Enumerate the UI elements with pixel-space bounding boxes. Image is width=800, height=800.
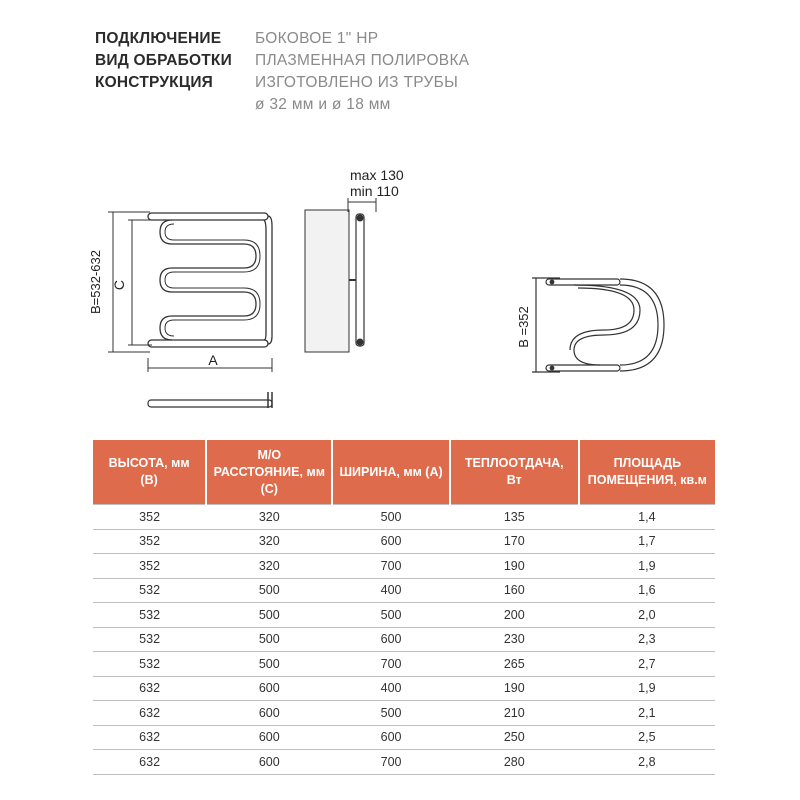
dimension-b-label: B=532-632 <box>88 250 103 314</box>
spec-row-finish <box>95 50 469 72</box>
cell-room-area: 1,6 <box>579 578 715 603</box>
u-height-label: B =352 <box>516 306 531 348</box>
spec-label <box>95 94 255 116</box>
cell-height: 352 <box>93 529 206 554</box>
cell-spacing: 320 <box>206 505 332 530</box>
spec-value: ИЗГОТОВЛЕНО ИЗ ТРУБЫ <box>255 74 459 91</box>
front-view-drawing <box>108 212 272 408</box>
spec-value: ПЛАЗМЕННАЯ ПОЛИРОВКА <box>255 52 470 69</box>
table-row <box>93 505 715 530</box>
cell-spacing: 600 <box>206 676 332 701</box>
spec-label: КОНСТРУКЦИЯ <box>95 74 214 91</box>
cell-heat-output: 135 <box>450 505 579 530</box>
cell-spacing: 600 <box>206 701 332 726</box>
cell-heat-output: 210 <box>450 701 579 726</box>
cell-heat-output: 250 <box>450 725 579 750</box>
table-row <box>93 676 715 701</box>
cell-room-area: 1,4 <box>579 505 715 530</box>
cell-spacing: 600 <box>206 725 332 750</box>
cell-width: 600 <box>332 725 449 750</box>
cell-room-area: 2,1 <box>579 701 715 726</box>
spec-row-construction <box>95 72 469 94</box>
cell-spacing: 600 <box>206 750 332 775</box>
cell-width: 400 <box>332 578 449 603</box>
cell-room-area: 2,3 <box>579 627 715 652</box>
spec-value: ø 32 мм и ø 18 мм <box>255 96 391 113</box>
cell-width: 500 <box>332 505 449 530</box>
spec-label: ВИД ОБРАБОТКИ <box>95 52 232 69</box>
cell-spacing: 320 <box>206 554 332 579</box>
table-row <box>93 529 715 554</box>
cell-heat-output: 190 <box>450 554 579 579</box>
cell-room-area: 1,7 <box>579 529 715 554</box>
cell-heat-output: 230 <box>450 627 579 652</box>
technical-drawings <box>0 150 800 430</box>
dimension-c-label: C <box>111 279 127 291</box>
cell-heat-output: 190 <box>450 676 579 701</box>
cell-spacing: 500 <box>206 578 332 603</box>
header-width: ШИРИНА, мм (A) <box>332 440 449 505</box>
depth-min-label: min 110 <box>350 183 399 199</box>
header-heat-output: ТЕПЛООТДАЧА, Вт <box>450 440 579 505</box>
cell-height: 632 <box>93 725 206 750</box>
spec-label: ПОДКЛЮЧЕНИЕ <box>95 30 222 47</box>
header-spacing: М/О РАССТОЯНИЕ, мм (C) <box>206 440 332 505</box>
cell-heat-output: 265 <box>450 652 579 677</box>
cell-height: 352 <box>93 505 206 530</box>
table-body <box>93 505 715 775</box>
table-header-row <box>93 440 715 505</box>
cell-height: 532 <box>93 627 206 652</box>
cell-room-area: 1,9 <box>579 554 715 579</box>
table-row <box>93 701 715 726</box>
cell-heat-output: 170 <box>450 529 579 554</box>
cell-heat-output: 280 <box>450 750 579 775</box>
cell-width: 400 <box>332 676 449 701</box>
specs-table <box>93 440 715 775</box>
spec-row-diameter <box>95 94 469 116</box>
table-row <box>93 554 715 579</box>
cell-width: 700 <box>332 554 449 579</box>
cell-height: 632 <box>93 750 206 775</box>
cell-room-area: 2,7 <box>579 652 715 677</box>
cell-room-area: 2,0 <box>579 603 715 628</box>
cell-width: 600 <box>332 529 449 554</box>
spec-list <box>95 28 469 116</box>
table-row <box>93 750 715 775</box>
cell-width: 700 <box>332 750 449 775</box>
cell-height: 532 <box>93 603 206 628</box>
cell-width: 500 <box>332 701 449 726</box>
cell-spacing: 500 <box>206 603 332 628</box>
cell-room-area: 1,9 <box>579 676 715 701</box>
table-row <box>93 578 715 603</box>
spec-value: БОКОВОЕ 1" НР <box>255 30 379 47</box>
header-room-area: ПЛОЩАДЬ ПОМЕЩЕНИЯ, кв.м <box>579 440 715 505</box>
header-height: ВЫСОТА, мм (B) <box>93 440 206 505</box>
cell-width: 500 <box>332 603 449 628</box>
cell-heat-output: 200 <box>450 603 579 628</box>
side-view-drawing <box>305 198 376 352</box>
cell-height: 632 <box>93 701 206 726</box>
table-row <box>93 652 715 677</box>
cell-height: 632 <box>93 676 206 701</box>
cell-heat-output: 160 <box>450 578 579 603</box>
cell-height: 352 <box>93 554 206 579</box>
cell-width: 700 <box>332 652 449 677</box>
table-row <box>93 725 715 750</box>
cell-height: 532 <box>93 652 206 677</box>
cell-width: 600 <box>332 627 449 652</box>
spec-row-connection <box>95 28 469 50</box>
cell-spacing: 500 <box>206 652 332 677</box>
cell-spacing: 500 <box>206 627 332 652</box>
table-row <box>93 603 715 628</box>
table-row <box>93 627 715 652</box>
cell-height: 532 <box>93 578 206 603</box>
u-variant-drawing <box>532 278 664 372</box>
cell-room-area: 2,5 <box>579 725 715 750</box>
cell-room-area: 2,8 <box>579 750 715 775</box>
cell-spacing: 320 <box>206 529 332 554</box>
dimension-a-label: A <box>208 352 218 368</box>
depth-max-label: max 130 <box>350 167 404 183</box>
